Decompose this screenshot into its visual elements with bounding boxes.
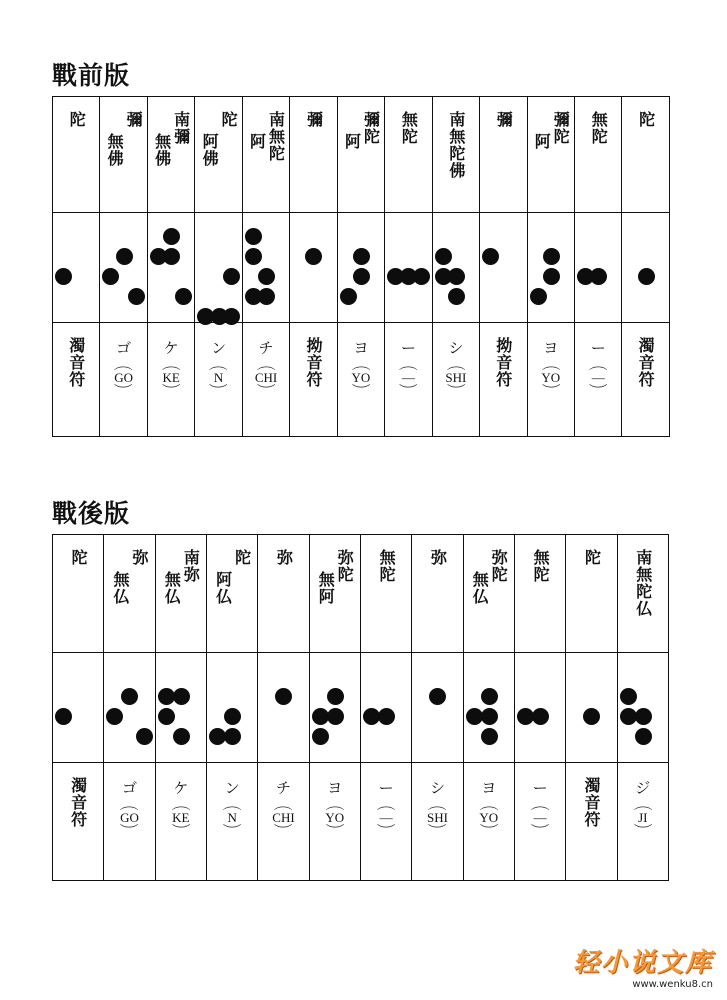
kana-cell [195, 323, 242, 437]
section-title-postwar: 戰後版 [52, 499, 131, 528]
kana-cell [617, 763, 668, 881]
kanji-text: 南無陀 [266, 111, 286, 162]
kanji-cell [195, 97, 242, 213]
paren-close: ︶ [398, 383, 419, 398]
braille-cell [463, 653, 514, 763]
braille-cell [242, 213, 289, 323]
braille-dot [173, 688, 190, 705]
kana-text: ヨ [543, 339, 559, 357]
kana-cell [622, 323, 669, 437]
paren-open: ︵ [161, 358, 181, 372]
kanji-text: 無陀 [589, 111, 609, 145]
kanji-cell [104, 535, 155, 653]
kanji-cell [242, 97, 289, 213]
kana-text: シ [448, 339, 464, 357]
braille-dot [224, 728, 241, 745]
kana-text: ン [224, 779, 240, 797]
paren-open: ︵ [479, 798, 499, 812]
kanji-text: 阿 [342, 133, 362, 150]
kanji-text: 無阿 [316, 571, 336, 605]
romaji-text: JI [638, 809, 648, 825]
braille-dot [435, 248, 452, 265]
kana-cell [258, 763, 309, 881]
kana-cell [432, 323, 479, 437]
paren-close: ︶ [273, 823, 294, 838]
kanji-cell [574, 97, 621, 213]
braille-dot [245, 288, 262, 305]
braille-dot [55, 708, 72, 725]
kana-text: ヨ [353, 339, 369, 357]
paren-open: ︵ [325, 798, 345, 812]
paren-close: ︶ [119, 823, 140, 838]
kana-cell [527, 323, 574, 437]
kana-text: チ [258, 339, 274, 357]
kanji-cell [206, 535, 257, 653]
kanji-cell [309, 535, 360, 653]
kanji-cell [337, 97, 384, 213]
braille-dot [224, 708, 241, 725]
braille-dot [530, 288, 547, 305]
symbol-label: 拗音符 [303, 337, 323, 388]
braille-dot [173, 728, 190, 745]
kanji-cell [412, 535, 463, 653]
braille-cell [514, 653, 565, 763]
kanji-cell [155, 535, 206, 653]
paren-close: ︶ [376, 823, 396, 838]
kanji-cell [432, 97, 479, 213]
kanji-text: 南無陀仏 [633, 549, 653, 617]
paren-open: ︵ [256, 358, 276, 372]
kanji-text: 無仏 [470, 571, 490, 605]
romaji-text: KE [172, 809, 190, 825]
symbol-label: 拗音符 [493, 337, 513, 388]
paren-close: ︶ [530, 823, 550, 838]
romaji-text: YO [479, 809, 499, 825]
kana-cell [155, 763, 206, 881]
kanji-text: 弥 [428, 549, 448, 566]
braille-dot [620, 688, 637, 705]
braille-dot [305, 248, 322, 265]
kana-cell [206, 763, 257, 881]
kanji-cell [385, 97, 432, 213]
paren-close: ︶ [633, 823, 653, 838]
braille-dot [543, 248, 560, 265]
kanji-text: 弥陀 [489, 549, 509, 583]
braille-cell [53, 653, 104, 763]
braille-cell [53, 213, 100, 323]
braille-dot [481, 728, 498, 745]
kana-text: ー [532, 779, 548, 797]
braille-dot [413, 268, 430, 285]
kana-text: ー [590, 339, 606, 357]
braille-dot [448, 288, 465, 305]
kana-cell [53, 763, 104, 881]
braille-dot [258, 268, 275, 285]
kanji-text: 無陀 [377, 549, 397, 583]
kana-cell [53, 323, 100, 437]
paren-close: ︶ [161, 383, 181, 398]
braille-cell [104, 653, 155, 763]
braille-cell [290, 213, 337, 323]
braille-dot [116, 248, 133, 265]
paren-close: ︶ [446, 383, 466, 398]
romaji-text: SHI [426, 809, 448, 825]
braille-table-prewar [52, 96, 670, 437]
kanji-text: 彌 [304, 111, 324, 128]
paren-close: ︶ [208, 383, 229, 398]
kanji-text: 南無陀佛 [446, 111, 466, 179]
kanji-text: 陀 [67, 111, 87, 128]
kana-text: ヨ [481, 779, 497, 797]
paren-close: ︶ [479, 823, 499, 838]
braille-cell [622, 213, 669, 323]
braille-dot [378, 708, 395, 725]
braille-cell [155, 653, 206, 763]
kanji-text: 阿 [532, 133, 552, 150]
braille-dot [482, 248, 499, 265]
kana-cell [574, 323, 621, 437]
romaji-text: YO [541, 369, 561, 385]
paren-close: ︶ [541, 383, 561, 398]
kanji-cell [514, 535, 565, 653]
braille-dot [275, 688, 292, 705]
kana-cell [147, 323, 194, 437]
kanji-text: 陀 [636, 111, 656, 128]
romaji-text: — [401, 369, 415, 385]
braille-cell [412, 653, 463, 763]
kanji-cell [53, 97, 100, 213]
romaji-text: SHI [445, 369, 467, 385]
kanji-text: 無仏 [110, 571, 130, 605]
kanji-text: 無佛 [152, 133, 172, 167]
watermark-url: www.wenku8.cn [632, 979, 713, 990]
braille-dot [102, 268, 119, 285]
braille-cell [574, 213, 621, 323]
kanji-text: 彌 [124, 111, 144, 128]
paren-open: ︵ [114, 358, 134, 372]
braille-dot [481, 708, 498, 725]
braille-dot [175, 288, 192, 305]
kanji-text: 無陀 [531, 549, 551, 583]
braille-dot [223, 268, 240, 285]
kanji-text: 彌陀 [551, 111, 571, 145]
kanji-text: 阿 [247, 133, 267, 150]
romaji-text: — [533, 809, 547, 825]
braille-dot [448, 268, 465, 285]
kanji-cell [290, 97, 337, 213]
braille-dot [353, 248, 370, 265]
paren-open: ︵ [530, 798, 550, 812]
braille-dot [635, 728, 652, 745]
kanji-cell [53, 535, 104, 653]
kana-cell [360, 763, 411, 881]
kana-text: ケ [163, 339, 179, 357]
braille-cell [527, 213, 574, 323]
kana-text: ン [211, 339, 227, 357]
braille-cell [337, 213, 384, 323]
kanji-text: 陀 [232, 549, 252, 566]
romaji-text: YO [351, 369, 371, 385]
braille-dot [327, 688, 344, 705]
braille-cell [432, 213, 479, 323]
braille-cell [480, 213, 527, 323]
braille-dot [481, 688, 498, 705]
kana-cell [480, 323, 527, 437]
paren-open: ︵ [588, 358, 608, 372]
kanji-cell [360, 535, 411, 653]
romaji-text: — [379, 809, 393, 825]
paren-close: ︶ [427, 823, 448, 838]
braille-dot [128, 288, 145, 305]
kanji-cell [566, 535, 617, 653]
romaji-text: N [227, 809, 237, 825]
paren-open: ︵ [208, 358, 229, 372]
kana-text: ジ [635, 779, 651, 797]
paren-open: ︵ [171, 798, 191, 812]
symbol-label: 濁音符 [581, 777, 601, 828]
kanji-text: 南彌 [171, 111, 191, 145]
paren-open: ︵ [398, 358, 419, 372]
braille-cell [258, 653, 309, 763]
paren-open: ︵ [119, 798, 140, 812]
kanji-cell [527, 97, 574, 213]
paren-close: ︶ [114, 383, 134, 398]
braille-cell [566, 653, 617, 763]
kanji-text: 弥陀 [335, 549, 355, 583]
braille-cell [195, 213, 242, 323]
braille-dot [312, 728, 329, 745]
kanji-text: 無陀 [399, 111, 419, 145]
braille-dot [327, 708, 344, 725]
paren-open: ︵ [446, 358, 466, 372]
kanji-text: 陀 [582, 549, 602, 566]
kana-cell [385, 323, 432, 437]
braille-dot [245, 228, 262, 245]
kanji-text: 無佛 [105, 133, 125, 167]
kanji-cell [617, 535, 668, 653]
kanji-cell [463, 535, 514, 653]
kana-cell [242, 323, 289, 437]
braille-dot [121, 688, 138, 705]
kana-cell [100, 323, 147, 437]
romaji-text: CHI [272, 809, 295, 825]
braille-dot [583, 708, 600, 725]
paren-open: ︵ [376, 798, 396, 812]
kana-text: シ [429, 779, 445, 797]
watermark-logo: 轻小说文库 [572, 948, 713, 978]
kanji-text: 無仏 [162, 571, 182, 605]
kana-text: ー [378, 779, 394, 797]
kana-cell [514, 763, 565, 881]
braille-cell [385, 213, 432, 323]
kanji-cell [100, 97, 147, 213]
braille-dot [638, 268, 655, 285]
romaji-text: KE [162, 369, 180, 385]
paren-close: ︶ [171, 823, 191, 838]
kanji-cell [147, 97, 194, 213]
kanji-cell [258, 535, 309, 653]
kana-cell [566, 763, 617, 881]
kana-text: ゴ [116, 339, 132, 357]
romaji-text: N [213, 369, 224, 385]
braille-dot [532, 708, 549, 725]
braille-dot [590, 268, 607, 285]
paren-open: ︵ [222, 798, 242, 812]
kanji-cell [622, 97, 669, 213]
kanji-text: 彌 [494, 111, 514, 128]
kana-text: ヨ [327, 779, 343, 797]
symbol-label: 濁音符 [66, 337, 86, 388]
paren-open: ︵ [273, 798, 294, 812]
braille-dot [543, 268, 560, 285]
braille-cell [617, 653, 668, 763]
kanji-text: 南弥 [181, 549, 201, 583]
paren-open: ︵ [633, 798, 653, 812]
braille-dot [163, 228, 180, 245]
kana-text: ケ [173, 779, 189, 797]
kanji-text: 弥 [129, 549, 149, 566]
kanji-text: 陀 [69, 549, 89, 566]
braille-dot [106, 708, 123, 725]
kanji-text: 阿仏 [213, 571, 233, 605]
braille-dot [635, 708, 652, 725]
kana-cell [290, 323, 337, 437]
paren-open: ︵ [351, 358, 371, 372]
romaji-text: — [591, 369, 605, 385]
kana-cell [463, 763, 514, 881]
paren-close: ︶ [222, 823, 242, 838]
braille-cell [100, 213, 147, 323]
braille-dot [150, 248, 167, 265]
braille-dot [136, 728, 153, 745]
symbol-label: 濁音符 [68, 777, 88, 828]
kana-cell [104, 763, 155, 881]
kana-text: チ [275, 779, 291, 797]
kanji-text: 阿佛 [200, 133, 220, 167]
paren-open: ︵ [541, 358, 561, 372]
braille-dot [429, 688, 446, 705]
braille-dot [55, 268, 72, 285]
kana-text: ゴ [121, 779, 137, 797]
romaji-text: GO [120, 809, 139, 825]
paren-close: ︶ [256, 383, 276, 398]
paren-open: ︵ [427, 798, 448, 812]
romaji-text: GO [114, 369, 134, 385]
kana-cell [412, 763, 463, 881]
paren-close: ︶ [588, 383, 608, 398]
kanji-text: 彌陀 [361, 111, 381, 145]
section-title-prewar: 戰前版 [52, 61, 131, 90]
kanji-text: 陀 [219, 111, 239, 128]
symbol-label: 濁音符 [636, 337, 656, 388]
kanji-cell [480, 97, 527, 213]
braille-dot [340, 288, 357, 305]
kana-text: ー [400, 339, 416, 357]
kanji-text: 弥 [274, 549, 294, 566]
braille-cell [206, 653, 257, 763]
paren-close: ︶ [351, 383, 371, 398]
romaji-text: CHI [254, 369, 278, 385]
braille-cell [309, 653, 360, 763]
braille-dot [158, 708, 175, 725]
kana-cell [337, 323, 384, 437]
braille-cell [360, 653, 411, 763]
braille-dot [245, 248, 262, 265]
braille-table-postwar [52, 534, 669, 881]
braille-cell [147, 213, 194, 323]
watermark [573, 942, 713, 990]
kana-cell [309, 763, 360, 881]
braille-dot [353, 268, 370, 285]
paren-close: ︶ [325, 823, 345, 838]
romaji-text: YO [325, 809, 345, 825]
